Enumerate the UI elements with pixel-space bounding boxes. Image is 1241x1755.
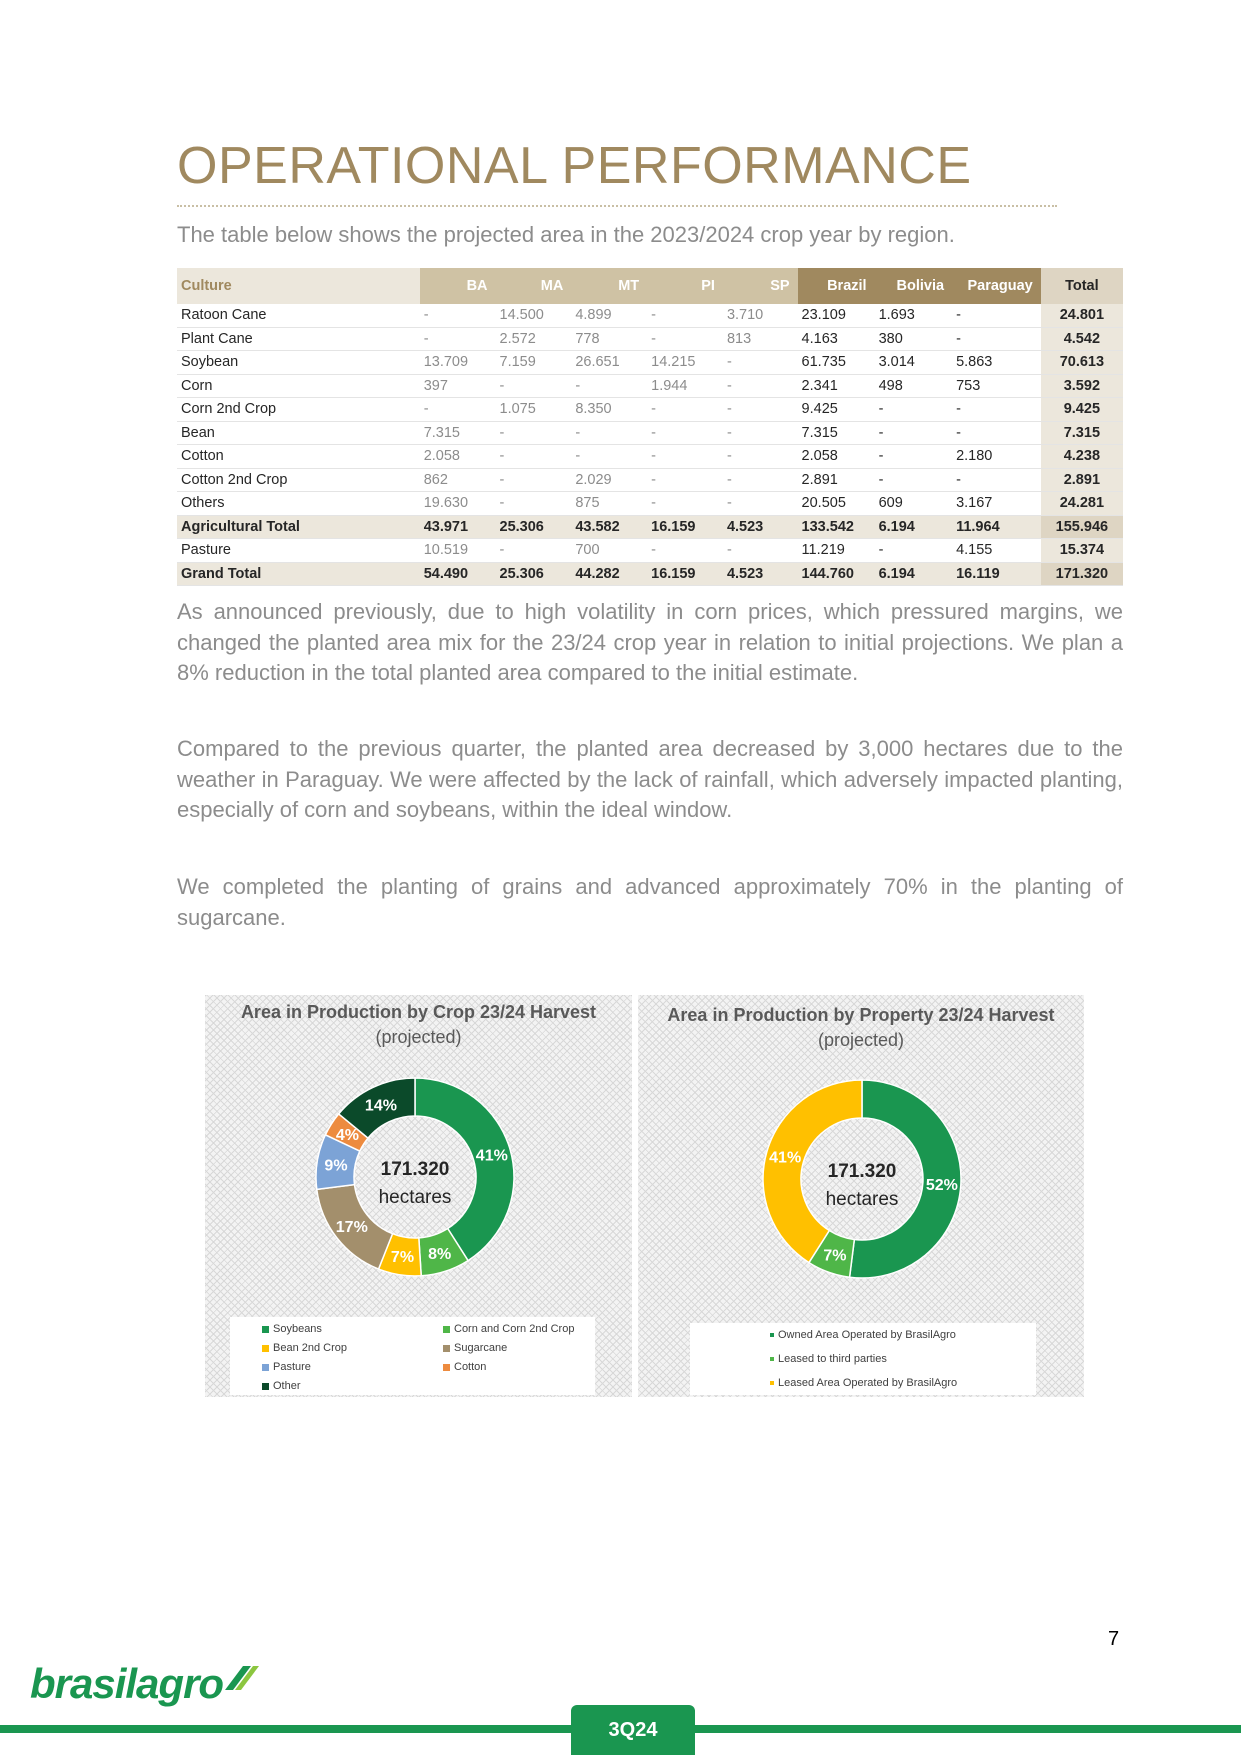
row-value-cell: 8.350 bbox=[571, 398, 647, 422]
legend-item-other bbox=[262, 1380, 301, 1392]
slice-value-label: 52% bbox=[925, 1177, 958, 1195]
row-value-cell: 1.693 bbox=[875, 304, 953, 327]
legend-label: Pasture bbox=[273, 1361, 311, 1373]
row-value-cell: - bbox=[875, 398, 953, 422]
row-value-cell: 144.760 bbox=[798, 562, 875, 586]
row-total-cell: 4.238 bbox=[1041, 445, 1123, 469]
slice-value-label: 7% bbox=[823, 1247, 847, 1265]
col-header-total: Total bbox=[1041, 268, 1123, 304]
row-value-cell: 11.964 bbox=[952, 515, 1041, 539]
row-value-cell: 133.542 bbox=[798, 515, 875, 539]
logo-text: brasilagro bbox=[30, 1660, 224, 1707]
row-culture-cell: Cotton bbox=[177, 445, 420, 469]
row-value-cell: - bbox=[647, 445, 723, 469]
row-value-cell: - bbox=[571, 374, 647, 398]
row-value-cell: 778 bbox=[571, 327, 647, 351]
row-value-cell: - bbox=[723, 398, 798, 422]
legend-item-corn bbox=[443, 1323, 574, 1335]
table-row bbox=[177, 492, 1123, 516]
row-value-cell: 1.075 bbox=[496, 398, 572, 422]
row-value-cell: - bbox=[647, 327, 723, 351]
title-divider bbox=[177, 205, 1057, 207]
table-row bbox=[177, 539, 1123, 563]
row-value-cell: 6.194 bbox=[875, 515, 953, 539]
col-header-bolivia: Bolivia bbox=[875, 268, 953, 304]
row-value-cell: 16.159 bbox=[647, 562, 723, 586]
row-value-cell: 25.306 bbox=[496, 515, 572, 539]
row-value-cell: - bbox=[496, 374, 572, 398]
table-row bbox=[177, 515, 1123, 539]
row-value-cell: - bbox=[420, 304, 496, 327]
row-value-cell: 380 bbox=[875, 327, 953, 351]
legend-swatch bbox=[770, 1357, 774, 1361]
col-header-ba: BA bbox=[420, 268, 496, 304]
page-subtitle: The table below shows the projected area in the 2023/2024 crop year by region. bbox=[177, 222, 955, 247]
row-total-cell: 4.542 bbox=[1041, 327, 1123, 351]
property-chart-subtitle: (projected) bbox=[817, 1030, 905, 1050]
legend-swatch bbox=[443, 1326, 450, 1333]
row-total-cell: 15.374 bbox=[1041, 539, 1123, 563]
row-value-cell: - bbox=[952, 468, 1041, 492]
row-total-cell: 3.592 bbox=[1041, 374, 1123, 398]
legend-label: Cotton bbox=[454, 1361, 487, 1373]
row-culture-cell: Others bbox=[177, 492, 420, 516]
row-value-cell: - bbox=[647, 539, 723, 563]
row-value-cell: - bbox=[420, 327, 496, 351]
legend-label: Leased to third parties bbox=[778, 1353, 887, 1365]
row-value-cell: - bbox=[723, 492, 798, 516]
row-value-cell: 3.014 bbox=[875, 351, 953, 375]
row-value-cell: 16.159 bbox=[647, 515, 723, 539]
row-value-cell: 875 bbox=[571, 492, 647, 516]
row-value-cell: - bbox=[723, 374, 798, 398]
slice-value-label: 41% bbox=[475, 1147, 508, 1165]
row-value-cell: 6.194 bbox=[875, 562, 953, 586]
row-total-cell: 7.315 bbox=[1041, 421, 1123, 445]
slice-value-label: 41% bbox=[769, 1149, 802, 1167]
row-value-cell: 2.058 bbox=[420, 445, 496, 469]
row-value-cell: 2.891 bbox=[798, 468, 875, 492]
table-row bbox=[177, 445, 1123, 469]
table-row bbox=[177, 327, 1123, 351]
legend-label: Bean 2nd Crop bbox=[273, 1342, 347, 1354]
table-header bbox=[177, 268, 1123, 304]
legend-swatch bbox=[262, 1383, 269, 1390]
row-value-cell: - bbox=[647, 492, 723, 516]
legend-swatch bbox=[262, 1364, 269, 1371]
row-value-cell: 3.710 bbox=[723, 304, 798, 327]
row-culture-cell: Plant Cane bbox=[177, 327, 420, 351]
row-value-cell: 20.505 bbox=[798, 492, 875, 516]
col-header-mt: MT bbox=[571, 268, 647, 304]
brasilagro-logo bbox=[30, 1660, 259, 1708]
row-value-cell: 9.425 bbox=[798, 398, 875, 422]
row-value-cell: 2.572 bbox=[496, 327, 572, 351]
table-row bbox=[177, 421, 1123, 445]
row-value-cell: 54.490 bbox=[420, 562, 496, 586]
donut-center-unit: hectares bbox=[378, 1187, 452, 1208]
col-header-ma: MA bbox=[496, 268, 572, 304]
row-value-cell: 753 bbox=[952, 374, 1041, 398]
row-culture-cell: Cotton 2nd Crop bbox=[177, 468, 420, 492]
row-value-cell: 10.519 bbox=[420, 539, 496, 563]
legend-item-cotton bbox=[443, 1361, 486, 1373]
col-header-brazil: Brazil bbox=[798, 268, 875, 304]
row-value-cell: 498 bbox=[875, 374, 953, 398]
quarter-tab: 3Q24 bbox=[571, 1705, 695, 1755]
legend-swatch bbox=[770, 1333, 774, 1337]
row-value-cell: 2.341 bbox=[798, 374, 875, 398]
row-value-cell: - bbox=[723, 351, 798, 375]
row-culture-cell: Soybean bbox=[177, 351, 420, 375]
crop-chart-panel bbox=[205, 995, 632, 1397]
row-value-cell: - bbox=[647, 421, 723, 445]
row-value-cell: - bbox=[571, 421, 647, 445]
crop-chart-title-text: Area in Production by Crop 23/24 Harvest bbox=[240, 1002, 597, 1022]
row-value-cell: 4.523 bbox=[723, 562, 798, 586]
row-value-cell: - bbox=[723, 468, 798, 492]
row-value-cell: 2.058 bbox=[798, 445, 875, 469]
row-value-cell: - bbox=[952, 421, 1041, 445]
row-value-cell: 5.863 bbox=[952, 351, 1041, 375]
property-chart-panel bbox=[638, 995, 1084, 1397]
row-value-cell: - bbox=[723, 421, 798, 445]
row-value-cell: 23.109 bbox=[798, 304, 875, 327]
row-value-cell: - bbox=[571, 445, 647, 469]
slice-value-label: 7% bbox=[390, 1249, 415, 1267]
row-value-cell: 26.651 bbox=[571, 351, 647, 375]
legend-item-leased-third bbox=[770, 1353, 887, 1365]
legend-item-bean bbox=[262, 1342, 347, 1354]
row-culture-cell: Agricultural Total bbox=[177, 515, 420, 539]
table-row bbox=[177, 562, 1123, 586]
property-chart-title-text: Area in Production by Property 23/24 Harvest bbox=[667, 1005, 1055, 1025]
row-total-cell: 155.946 bbox=[1041, 515, 1123, 539]
row-value-cell: 397 bbox=[420, 374, 496, 398]
row-value-cell: - bbox=[723, 539, 798, 563]
paragraph-mix-change: As announced previously, due to high volatility in corn prices, which pressured margins, we changed the planted area mix for the 23/24 crop year in relation to initial projections. We plan a 8% reduction in the total planted area compared to the initial estimate. bbox=[177, 599, 1123, 685]
legend-swatch bbox=[262, 1345, 269, 1352]
row-total-cell: 9.425 bbox=[1041, 398, 1123, 422]
row-value-cell: - bbox=[647, 398, 723, 422]
row-culture-cell: Corn 2nd Crop bbox=[177, 398, 420, 422]
row-value-cell: 4.155 bbox=[952, 539, 1041, 563]
row-total-cell: 2.891 bbox=[1041, 468, 1123, 492]
legend-label: Sugarcane bbox=[454, 1342, 508, 1354]
row-value-cell: 1.944 bbox=[647, 374, 723, 398]
row-value-cell: - bbox=[952, 304, 1041, 327]
slice-value-label: 14% bbox=[364, 1097, 397, 1115]
row-value-cell: 13.709 bbox=[420, 351, 496, 375]
row-value-cell: - bbox=[875, 421, 953, 445]
row-value-cell: 4.163 bbox=[798, 327, 875, 351]
row-value-cell: 2.029 bbox=[571, 468, 647, 492]
row-value-cell: 7.159 bbox=[496, 351, 572, 375]
legend-item-sugarcane bbox=[443, 1342, 507, 1354]
row-value-cell: - bbox=[723, 445, 798, 469]
row-value-cell: 700 bbox=[571, 539, 647, 563]
row-value-cell: 862 bbox=[420, 468, 496, 492]
row-value-cell: 61.735 bbox=[798, 351, 875, 375]
row-value-cell: - bbox=[420, 398, 496, 422]
table-row bbox=[177, 351, 1123, 375]
legend-item-owned-area bbox=[770, 1329, 956, 1341]
row-value-cell: 43.971 bbox=[420, 515, 496, 539]
legend-item-soybeans bbox=[262, 1323, 322, 1335]
row-value-cell: 11.219 bbox=[798, 539, 875, 563]
table-row bbox=[177, 304, 1123, 327]
legend-label: Leased Area Operated by BrasilAgro bbox=[778, 1377, 958, 1389]
donut-center-value: 171.320 bbox=[380, 1159, 450, 1180]
row-value-cell: 813 bbox=[723, 327, 798, 351]
donut-center-value: 171.320 bbox=[827, 1161, 897, 1182]
row-value-cell: 14.215 bbox=[647, 351, 723, 375]
col-header-pi: PI bbox=[647, 268, 723, 304]
row-total-cell: 171.320 bbox=[1041, 562, 1123, 586]
row-value-cell: 7.315 bbox=[798, 421, 875, 445]
page-number: 7 bbox=[1108, 1628, 1120, 1650]
legend-swatch bbox=[443, 1345, 450, 1352]
row-value-cell: 7.315 bbox=[420, 421, 496, 445]
property-chart-legend bbox=[690, 1323, 1036, 1395]
row-value-cell: 16.119 bbox=[952, 562, 1041, 586]
table-row bbox=[177, 398, 1123, 422]
crop-chart-subtitle: (projected) bbox=[375, 1027, 462, 1047]
row-value-cell: - bbox=[875, 445, 953, 469]
area-by-region-table bbox=[177, 268, 1123, 586]
row-culture-cell: Corn bbox=[177, 374, 420, 398]
paragraph-area-decrease: Compared to the previous quarter, the planted area decreased by 3,000 hectares due to the weather in Paraguay. We were affected by the lack of rainfall, which adversely impacted planting, especially of corn and soybeans, within the ideal window. bbox=[177, 736, 1123, 822]
row-value-cell: 44.282 bbox=[571, 562, 647, 586]
legend-label: Soybeans bbox=[273, 1323, 322, 1335]
table-row bbox=[177, 468, 1123, 492]
table-body bbox=[177, 304, 1123, 586]
row-value-cell: - bbox=[496, 445, 572, 469]
row-total-cell: 70.613 bbox=[1041, 351, 1123, 375]
row-value-cell: - bbox=[496, 492, 572, 516]
slice-value-label: 4% bbox=[335, 1127, 360, 1145]
row-value-cell: - bbox=[647, 468, 723, 492]
row-total-cell: 24.281 bbox=[1041, 492, 1123, 516]
slice-value-label: 17% bbox=[335, 1219, 368, 1237]
row-culture-cell: Bean bbox=[177, 421, 420, 445]
row-culture-cell: Pasture bbox=[177, 539, 420, 563]
legend-swatch bbox=[262, 1326, 269, 1333]
slice-value-label: 8% bbox=[428, 1246, 452, 1264]
slice-value-label: 9% bbox=[324, 1157, 348, 1175]
paragraph-planting-progress: We completed the planting of grains and advanced approximately 70% in the planting of sugarcane. bbox=[177, 874, 1123, 930]
col-header-sp: SP bbox=[723, 268, 798, 304]
row-value-cell: 2.180 bbox=[952, 445, 1041, 469]
col-header-culture: Culture bbox=[177, 268, 420, 304]
page-title: OPERATIONAL PERFORMANCE bbox=[177, 137, 972, 195]
crop-chart-legend bbox=[230, 1317, 595, 1395]
row-value-cell: - bbox=[647, 304, 723, 327]
row-value-cell: 4.523 bbox=[723, 515, 798, 539]
row-total-cell: 24.801 bbox=[1041, 304, 1123, 327]
row-value-cell: 609 bbox=[875, 492, 953, 516]
legend-label: Corn and Corn 2nd Crop bbox=[454, 1323, 575, 1335]
legend-item-leased-operated bbox=[770, 1377, 957, 1389]
row-value-cell: 19.630 bbox=[420, 492, 496, 516]
row-culture-cell: Ratoon Cane bbox=[177, 304, 420, 327]
row-value-cell: 14.500 bbox=[496, 304, 572, 327]
legend-swatch bbox=[443, 1364, 450, 1371]
table-row bbox=[177, 374, 1123, 398]
legend-item-pasture bbox=[262, 1361, 311, 1373]
row-value-cell: - bbox=[875, 539, 953, 563]
logo-chevron-icon bbox=[221, 1660, 259, 1694]
row-value-cell: - bbox=[952, 398, 1041, 422]
legend-label: Owned Area Operated by BrasilAgro bbox=[778, 1329, 956, 1341]
col-header-paraguay: Paraguay bbox=[952, 268, 1041, 304]
row-value-cell: 43.582 bbox=[571, 515, 647, 539]
row-value-cell: - bbox=[875, 468, 953, 492]
row-value-cell: - bbox=[496, 421, 572, 445]
row-value-cell: 3.167 bbox=[952, 492, 1041, 516]
row-value-cell: - bbox=[496, 468, 572, 492]
row-value-cell: 4.899 bbox=[571, 304, 647, 327]
legend-label: Other bbox=[273, 1380, 301, 1392]
row-culture-cell: Grand Total bbox=[177, 562, 420, 586]
row-value-cell: 25.306 bbox=[496, 562, 572, 586]
row-value-cell: - bbox=[496, 539, 572, 563]
legend-swatch bbox=[770, 1381, 774, 1385]
donut-center-unit: hectares bbox=[825, 1189, 899, 1210]
row-value-cell: - bbox=[952, 327, 1041, 351]
